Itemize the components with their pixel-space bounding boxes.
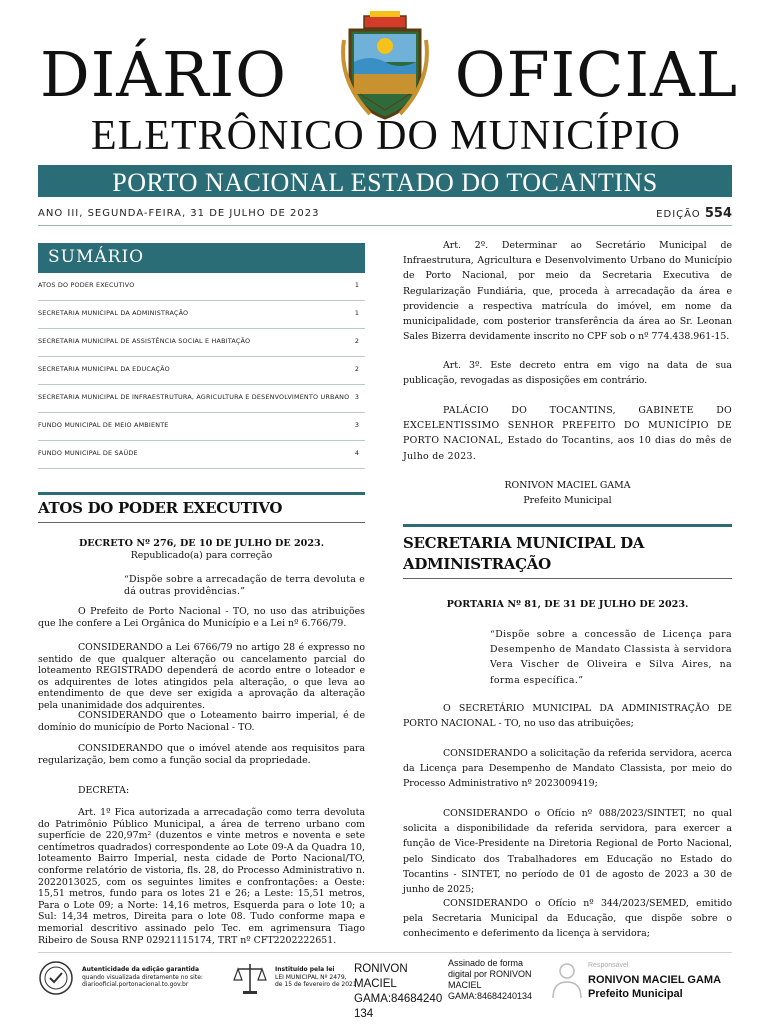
digital-signature-name bbox=[354, 962, 448, 1022]
authenticity-line-1: Autenticidade da edição garantida bbox=[82, 966, 200, 973]
portaria-paragraph-4: CONSIDERANDO o Ofício nº 344/2023/SEMED, emitido pela Secretaria Municipal da Educação, que dispõe sobre o conhecimento e deferimento da licença à servidora; bbox=[403, 898, 732, 940]
summary-item[interactable] bbox=[38, 385, 365, 413]
summary-item-label: SECRETARIA MUNICIPAL DA EDUCAÇÃO bbox=[38, 365, 170, 373]
section-top-bar bbox=[38, 492, 365, 495]
digital-signature-detail-4: GAMA:84684240134 bbox=[448, 991, 533, 1001]
portaria-paragraph-1: O SECRETÁRIO MUNICIPAL DA ADMINISTRAÇÃO DE PORTO NACIONAL - TO, no uso das atribuições; bbox=[403, 703, 732, 730]
decree-article-1: Art. 1º Fica autorizada a arrecadação como terra devoluta do Patrimônio Público Municipal, a área de terreno urbano com superfície de 220,97m² (duzentos e vinte metros e noventa e sete centímetros quadrados) correspondente ao Lote 09-A da Quadra 10, loteamento Bairro Imperial, nesta cidade de Porto Nacional/TO, conforme relatório de vistoria, fls. 28, do Processo Administrativo n. 2022013025, com os seguintes limites e confrontações: a Oeste: 15,51 metros, fundo para os lotes 21 e 26; a Leste: 15,51 metros, Para o Lote 09; a Norte: 14,16 metros, Esquerda para o lote 10; a Sul: 14,34 metros, Direita para o lote 08. Tudo conforme mapa e memorial descritivo assinado pelo Tec. em agrimensura Tiago Ribeiro de Sousa RNP 02921115174, TRT nº CFT2202222651. bbox=[38, 807, 365, 946]
responsible-block bbox=[588, 962, 738, 1001]
summary-item-label: ATOS DO PODER EXECUTIVO bbox=[38, 281, 135, 289]
decree-paragraph-4: CONSIDERANDO que o imóvel atende aos requisitos para regularização, bem como a função social da propriedade. bbox=[38, 743, 365, 766]
responsible-role: Prefeito Municipal bbox=[588, 988, 683, 1000]
authenticity-line-2: quando visualizada diretamente no site: bbox=[82, 973, 203, 981]
decree-decreta: DECRETA: bbox=[78, 785, 130, 797]
summary-item-label: FUNDO MUNICIPAL DE SAÚDE bbox=[38, 449, 138, 457]
summary-item-page: 1 bbox=[354, 309, 359, 317]
digital-signature-detail-2: digital por RONIVON bbox=[448, 969, 532, 979]
responsible-label: Responsável bbox=[588, 962, 629, 969]
decree-title: DECRETO Nº 276, DE 10 DE JULHO DE 2023. bbox=[78, 538, 325, 549]
decree-paragraph-1: O Prefeito de Porto Nacional - TO, no uso das atribuições que lhe confere a Lei Orgânica do Município e a Lei nº 6.766/79. bbox=[38, 606, 365, 629]
summary-item[interactable] bbox=[38, 357, 365, 385]
portaria-title: PORTARIA Nº 81, DE 31 DE JULHO DE 2023. bbox=[446, 599, 689, 610]
edition-number: 554 bbox=[704, 206, 732, 221]
decree-paragraph-2: CONSIDERANDO a Lei 6766/79 no artigo 28 é expresso no sentido de que qualquer alteração ou cancelamento parcial do loteamento REGISTRADO dependerá de acordo entre o loteador e os adquirentes de lotes atingidos pela alteração, o que leva ao entendimento de que deve ser exigida a aprovação da alteração pela unanimidade dos adquirentes. bbox=[38, 642, 365, 711]
masthead-subtitle: ELETRÔNICO DO MUNICÍPIO bbox=[91, 113, 681, 159]
decree-palace-closing: PALÁCIO DO TOCANTINS, GABINETE DO EXCELENTISSIMO SENHOR PREFEITO DO MUNICÍPIO DE PORTO NACIONAL, Estado do Tocantins, aos 10 dias do mês de Julho de 2023. bbox=[403, 405, 732, 462]
header-divider bbox=[38, 225, 732, 226]
footer-divider bbox=[38, 952, 732, 953]
edition-info bbox=[600, 206, 732, 221]
summary-header bbox=[38, 243, 365, 273]
summary-item-label: SECRETARIA MUNICIPAL DE ASSISTÊNCIA SOCIAL E HABITAÇÃO bbox=[38, 337, 251, 345]
edition-label: EDIÇÃO bbox=[656, 209, 701, 220]
portaria-ementa: “Dispõe sobre a concessão de Licença para Desempenho de Mandato Classista à servidora Vera Vischer de Oliveira e Silva Aires, na forma específica.” bbox=[490, 629, 732, 686]
summary-item-page: 2 bbox=[354, 365, 359, 373]
summary-item-label: SECRETARIA MUNICIPAL DA ADMINISTRAÇÃO bbox=[38, 309, 189, 317]
responsible-person-icon bbox=[550, 960, 584, 1000]
decree-block bbox=[38, 538, 365, 561]
city-banner bbox=[38, 165, 732, 197]
portaria-paragraph-3: CONSIDERANDO o Ofício nº 088/2023/SINTET, no qual solicita a disponibilidade da referida servidora, para exercer a função de Vice-Presidente na Diretoria Regional de Porto Nacional, pelo Sindicato dos Trabalhadores em Educação no Estado do Tocantins - SINTET, no período de 01 de agosto de 2023 a 30 de junho de 2025; bbox=[403, 808, 732, 896]
summary-item[interactable] bbox=[38, 273, 365, 301]
summary-item-page: 3 bbox=[354, 393, 359, 401]
authenticity-seal-icon bbox=[38, 960, 74, 996]
section-underline bbox=[403, 578, 732, 579]
municipal-crest-icon bbox=[340, 10, 430, 120]
decree-article-3: Art. 3º. Este decreto entra em vigo na data de sua publicação, revogadas as disposições em contrário. bbox=[403, 360, 732, 387]
summary-item-page: 3 bbox=[354, 421, 359, 429]
summary-item-label: FUNDO MUNICIPAL DE MEIO AMBIENTE bbox=[38, 421, 169, 429]
decree-ementa: “Dispõe sobre a arrecadação de terra devoluta e dá outras providências.” bbox=[124, 574, 365, 597]
summary-title: SUMÁRIO bbox=[48, 247, 145, 267]
signer-role: Prefeito Municipal bbox=[523, 495, 612, 507]
digital-signature-line-3: 134 bbox=[354, 1008, 374, 1020]
decree-paragraph-3: CONSIDERANDO que o Loteamento bairro imperial, é de domínio do município de Porto Nacional - TO. bbox=[38, 710, 365, 733]
summary-item-page: 1 bbox=[354, 281, 359, 289]
law-note bbox=[275, 966, 365, 989]
city-banner-text: PORTO NACIONAL ESTADO DO TOCANTINS bbox=[112, 168, 658, 197]
summary-item[interactable] bbox=[38, 329, 365, 357]
summary-item[interactable] bbox=[38, 413, 365, 441]
decree-article-2: Art. 2º. Determinar ao Secretário Municipal de Infraestrutura, Agricultura e Desenvolvimento Urbano do Município de Porto Nacional, por meio da Secretaria Executiva de Regularização Fundiária, que, proceda à arrecadação da área e providencie a respectiva matrícula do imóvel, em nome da municipalidade, com posterior transferência da área ao Sr. Leonan Sales Bizerra devidamente inscrito no CPF sob o nº 774.438.961-15. bbox=[403, 240, 732, 343]
summary-item-label: SECRETARIA MUNICIPAL DE INFRAESTRUTURA, AGRICULTURA E DESENVOLVIMENTO URBANO bbox=[38, 393, 350, 401]
digital-signature-line-1: RONIVON MACIEL bbox=[354, 963, 408, 990]
decree-republished: Republicado(a) para correção bbox=[130, 549, 273, 561]
digital-signature-detail-3: MACIEL bbox=[448, 980, 482, 990]
law-line-2: LEI MUNICIPAL Nº 2479, bbox=[275, 973, 347, 981]
masthead-title-left: DIÁRIO bbox=[40, 38, 287, 111]
signer-name: RONIVON MACIEL GAMA bbox=[504, 480, 631, 491]
portaria-paragraph-2: CONSIDERANDO a solicitação da referida servidora, acerca da Licença para Desempenho de Mandato Classista, por meio do Processo Administrativo nº 2023009419; bbox=[403, 748, 732, 790]
digital-signature-line-2: GAMA:84684240 bbox=[354, 993, 443, 1005]
authenticity-note bbox=[82, 966, 232, 989]
summary-list bbox=[38, 273, 365, 469]
summary-item-page: 4 bbox=[354, 449, 359, 457]
issue-info: ANO III, SEGUNDA-FEIRA, 31 DE JULHO DE 2023 bbox=[38, 208, 320, 219]
law-line-3: de 15 de fevereiro de 2021 bbox=[275, 981, 357, 989]
decree-signature bbox=[403, 478, 732, 508]
responsible-name: RONIVON MACIEL GAMA bbox=[588, 974, 722, 986]
section-title-executive: ATOS DO PODER EXECUTIVO bbox=[38, 499, 283, 517]
summary-item-page: 2 bbox=[354, 337, 359, 345]
section-underline bbox=[38, 522, 365, 523]
authenticity-line-3[interactable]: diariooficial.portonacional.to.gov.br bbox=[82, 981, 189, 989]
digital-signature-detail-1: Assinado de forma bbox=[448, 958, 524, 968]
section-top-bar bbox=[403, 524, 732, 527]
summary-item[interactable] bbox=[38, 301, 365, 329]
digital-signature-details bbox=[448, 958, 548, 1002]
section-title-administration: SECRETARIA MUNICIPAL DA ADMINISTRAÇÃO bbox=[403, 534, 645, 573]
summary-item[interactable] bbox=[38, 441, 365, 469]
law-line-1: Instituído pela lei bbox=[275, 966, 335, 973]
masthead-title-right: OFICIAL bbox=[454, 38, 738, 111]
justice-scale-icon bbox=[232, 960, 268, 996]
